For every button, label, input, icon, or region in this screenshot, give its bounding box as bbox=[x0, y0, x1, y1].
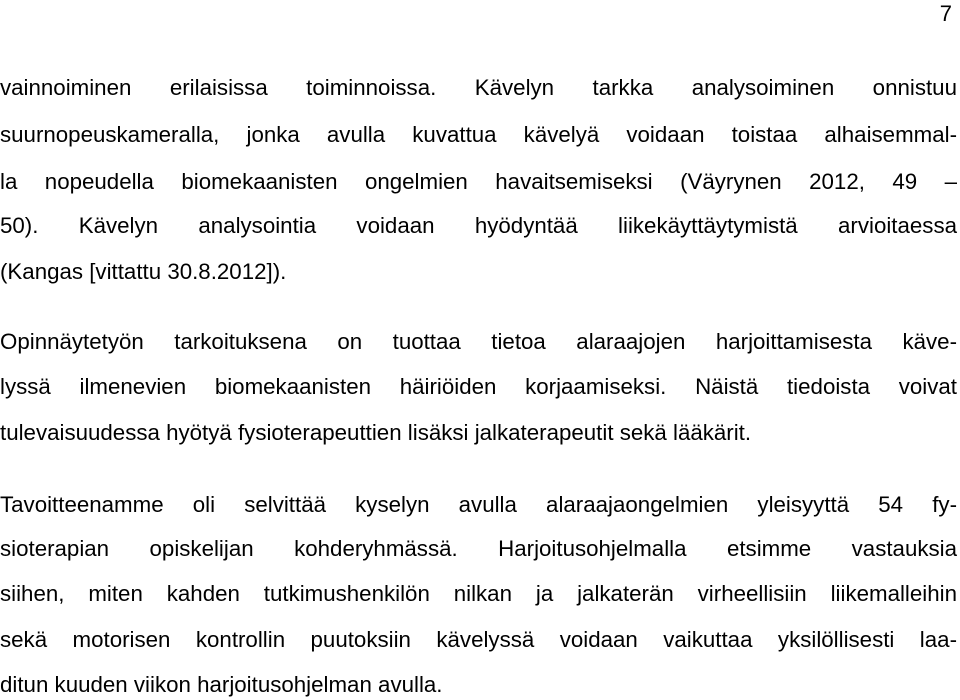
page-number: 7 bbox=[939, 1, 952, 26]
text-line: (Kangas [vittattu 30.8.2012]). bbox=[0, 259, 287, 284]
text-line: lyssä ilmenevien biomekaanisten häiriöiden korjaamiseksi. Näistä tiedoista voivat bbox=[0, 374, 957, 399]
text-line: la nopeudella biomekaanisten ongelmien havaitsemiseksi (Väyrynen 2012, 49 – bbox=[0, 169, 957, 194]
text-line: 50). Kävelyn analysointia voidaan hyödyntää liikekäyttäytymistä arvioitaessa bbox=[0, 213, 957, 238]
text-line: sioterapian opiskelijan kohderyhmässä. Harjoitusohjelmalla etsimme vastauksia bbox=[0, 536, 957, 561]
text-line: tulevaisuudessa hyötyä fysioterapeuttien lisäksi jalkaterapeutit sekä lääkärit. bbox=[0, 420, 752, 445]
text-line: suurnopeuskameralla, jonka avulla kuvattua kävelyä voidaan toistaa alhaisemmal- bbox=[0, 122, 957, 147]
text-line: ditun kuuden viikon harjoitusohjelman avulla. bbox=[0, 672, 443, 697]
text-line: vainnoiminen erilaisissa toiminnoissa. Kävelyn tarkka analysoiminen onnistuu bbox=[0, 75, 957, 100]
text-line: sekä motorisen kontrollin puutoksiin kävelyssä voidaan vaikuttaa yksilöllisesti laa- bbox=[0, 627, 957, 652]
text-line: siihen, miten kahden tutkimushenkilön nilkan ja jalkaterän virheellisiin liikemalleihin bbox=[0, 581, 957, 606]
text-line: Opinnäytetyön tarkoituksena on tuottaa tietoa alaraajojen harjoittamisesta käve- bbox=[0, 329, 957, 354]
text-line: Tavoitteenamme oli selvittää kyselyn avulla alaraajaongelmien yleisyyttä 54 fy- bbox=[0, 492, 957, 517]
